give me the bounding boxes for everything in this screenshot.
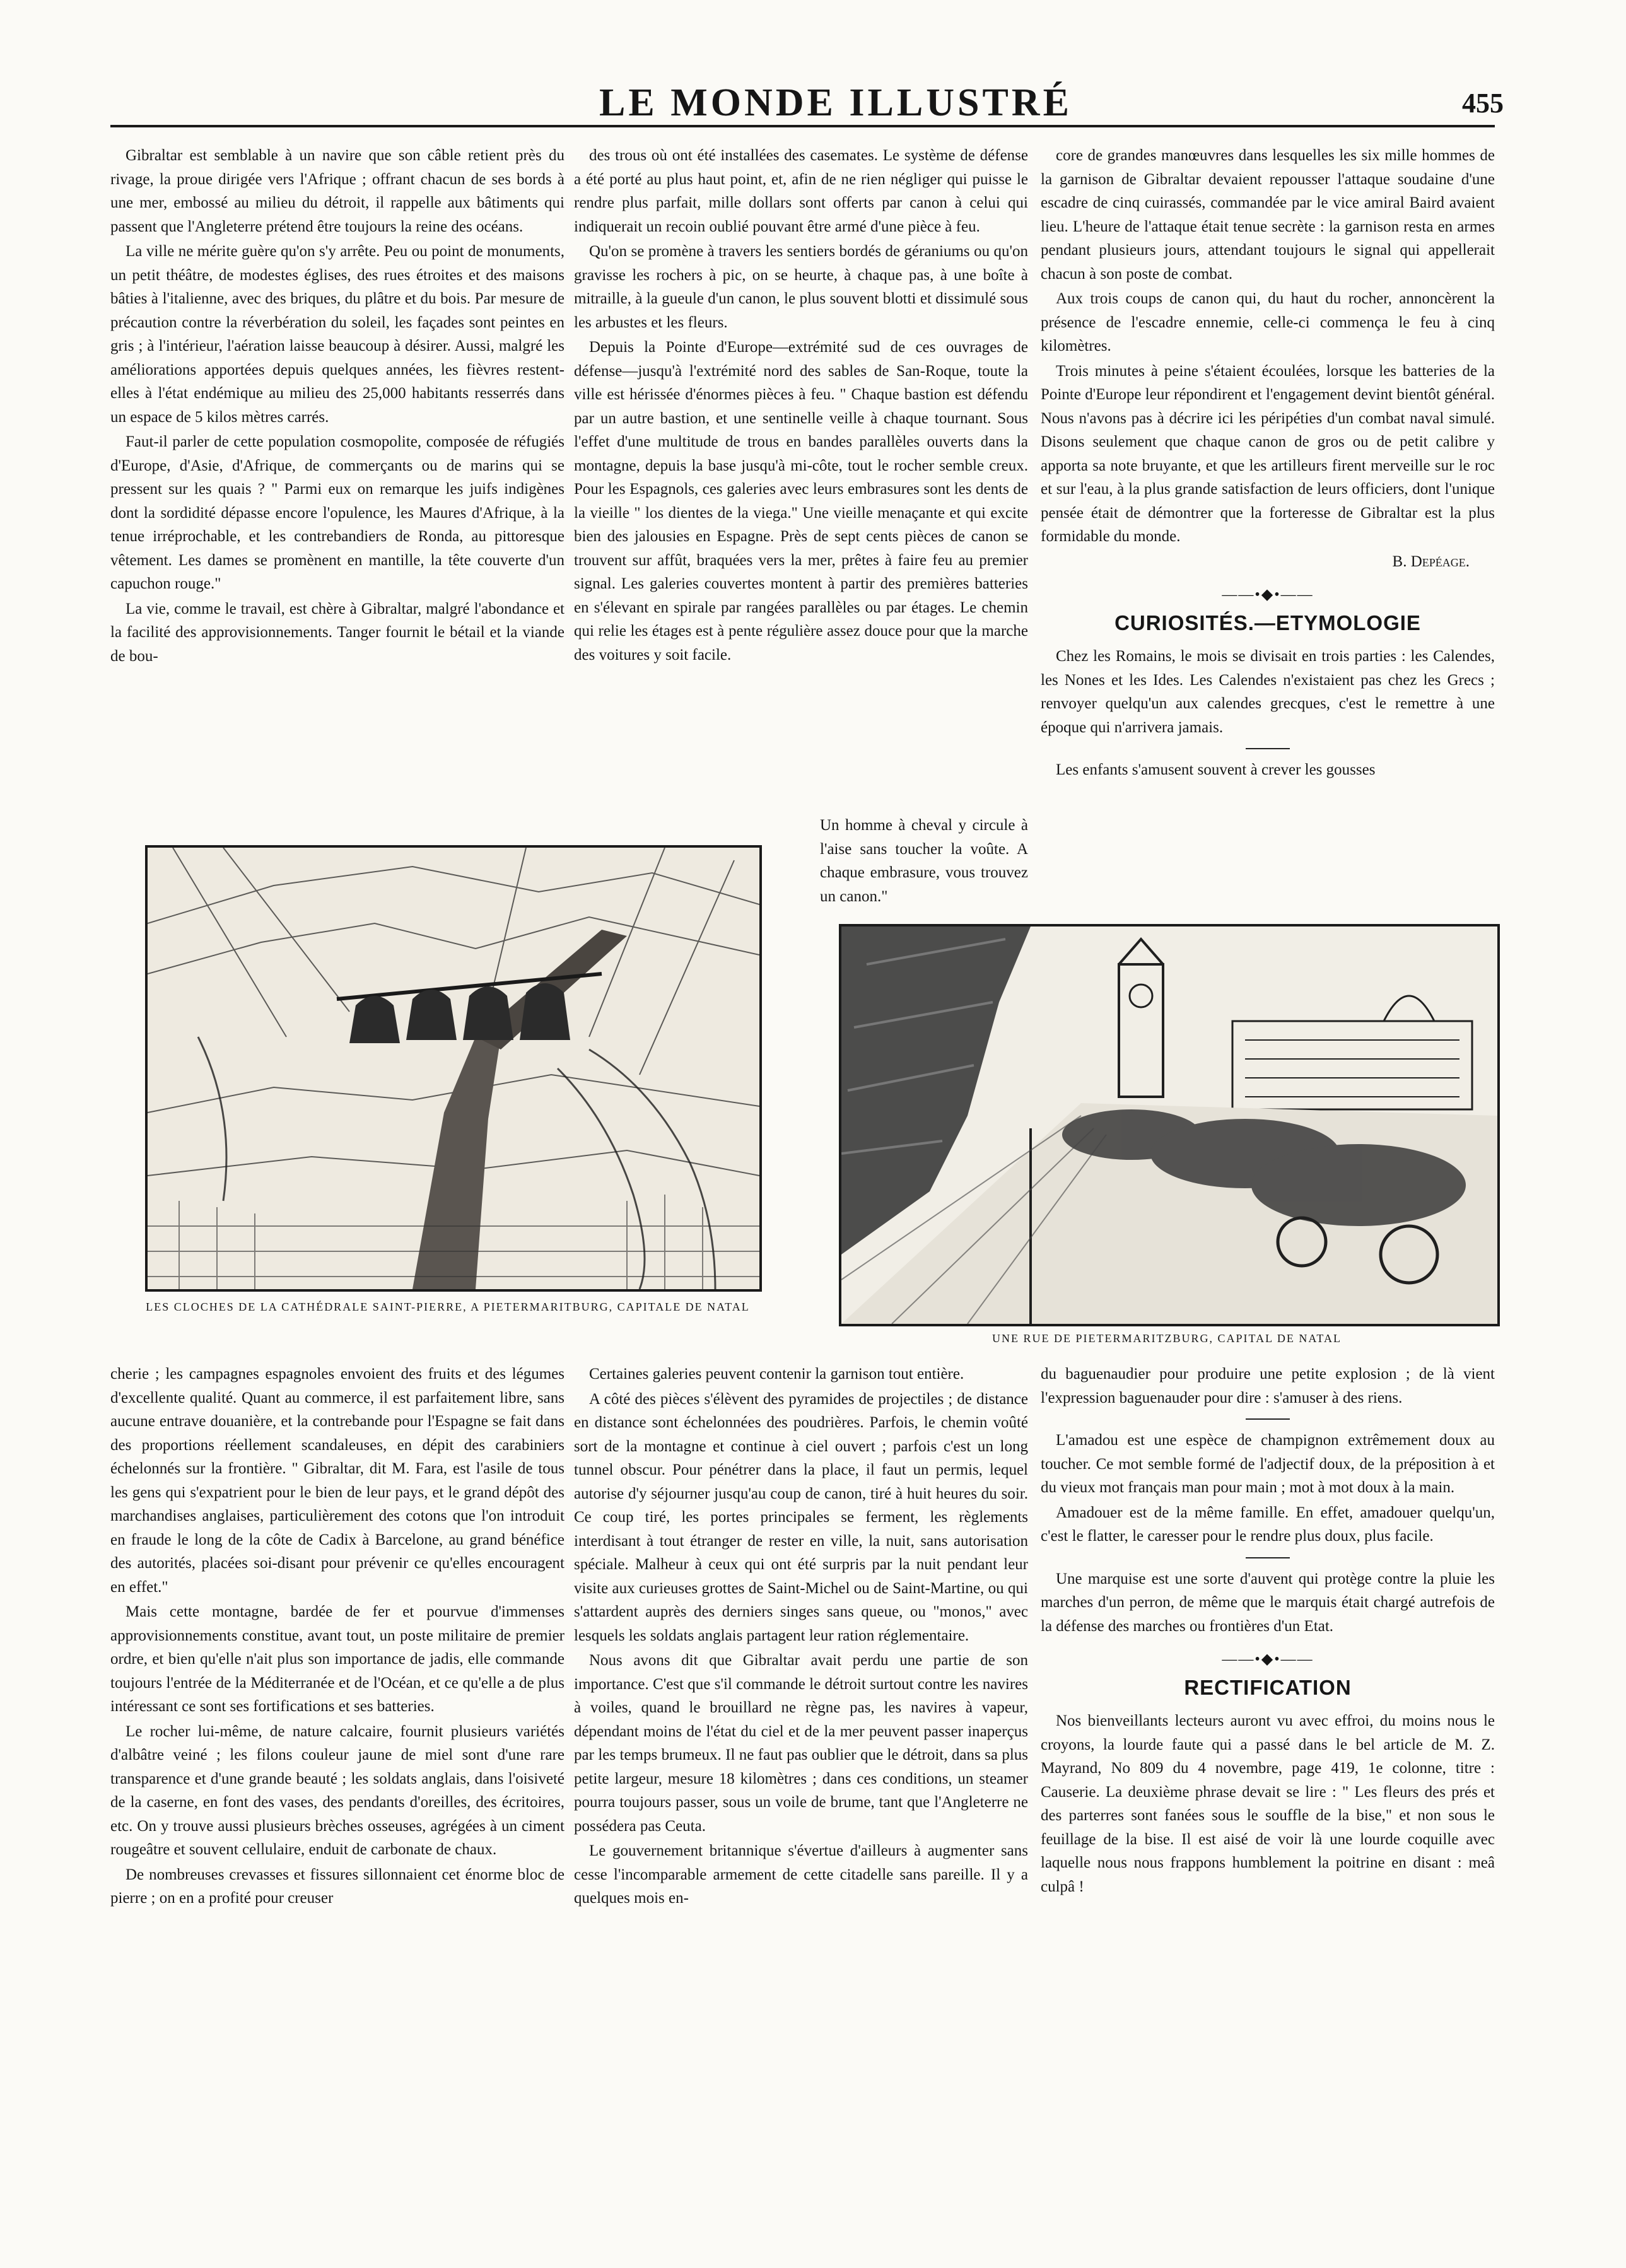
journal-title: LE MONDE ILLUSTRÉ <box>599 81 1072 124</box>
paragraph: Qu'on se promène à travers les sentiers bordés de géraniums ou qu'on gravisse les rochers à pic, on se heurte, à chaque pas, à une boîte à mitraille, à la gueule d'un canon, le plus souvent blotti et dissimulé sous les arbustes et les fleurs. <box>574 243 1028 331</box>
paragraph: Nos bienveillants lecteurs auront vu avec effroi, du moins nous le croyons, la lourde faute qui a passé dans le bel article de M. Z. Mayrand, No 809 du 4 novembre, page 419, 1e colonne, titre : Causerie. La deuxième phrase devait se lire : " Les fleurs des prés et des parterres sont fanées sous le souffle de la bise," et non sous le feuillage de la bise. Il est aisé de voir là une lourde coquille avec laquelle nous nous frappons humblement la poitrine en disant : meâ culpâ ! <box>1041 1712 1495 1895</box>
short-rule <box>1246 1557 1290 1558</box>
page-number: 455 <box>1462 88 1504 119</box>
paragraph: Certaines galeries peuvent contenir la garnison tout entière. <box>589 1365 964 1382</box>
paragraph: De nombreuses crevasses et fissures sillonnaient cet énorme bloc de pierre ; on en a profité pour creuser <box>110 1866 564 1907</box>
bottom-column-2 <box>574 1362 1028 2157</box>
paragraph: Nous avons dit que Gibraltar avait perdu une partie de son importance. C'est que s'il commande le détroit surtout contre les navires à voiles, quand le brouillard ne règne pas, les navires à vapeur, dépendant moins de l'état du ciel et de la mer peuvent passer inaperçus par les temps brumeux. Il ne faut pas oublier que le détroit, dans sa plus petite largeur, mesure 18 kilomètres ; dans ces conditions, un steamer pourra toujours passer, sous un voile de brume, tant que l'Angleterre ne possédera pas Ceuta. <box>574 1652 1028 1835</box>
bottom-column-3 <box>1041 1362 1495 2157</box>
paragraph: Le rocher lui-même, de nature calcaire, fournit plusieurs variétés d'albâtre veiné ; les filons couleur jaune de miel sont d'une rare transparence et d'une grande beauté ; les soldats anglais, dans l'oisiveté de la caserne, en font des vases, des pendants d'oreilles, des écritoires, etc. On y trouve aussi plusieurs brèches osseuses, agrégées à un ciment rougeâtre et souvent cellulaire, enduit de carbonate de chaux. <box>110 1722 564 1858</box>
paragraph: Chez les Romains, le mois se divisait en trois parties : les Calendes, les Nones et les Ides. Les Calendes n'existaient pas chez les Grecs ; renvoyer quelqu'un aux calendes grecques, c'est le remettre à une époque qui n'arrivera jamais. <box>1041 648 1495 736</box>
caption-street: UNE RUE DE PIETERMARITZBURG, CAPITAL DE NATAL <box>992 1332 1342 1345</box>
paragraph: Aux trois coups de canon qui, du haut du rocher, annoncèrent la présence de l'escadre ennemie, celle-ci commença le feu à cinq kilomètres. <box>1041 290 1495 354</box>
header-rule <box>110 125 1495 127</box>
ornament-divider: ——•◆•—— <box>1222 1651 1314 1668</box>
paragraph: des trous où ont été installées des casemates. Le système de défense a été porté au plus haut point, et, afin de ne rien négliger qui puisse le rendre plus parfait, mille dollars sont offerts par canon à celui qui indiquerait un recoin oublié pouvant être armé d'une pièce à feu. <box>574 147 1028 235</box>
paragraph: L'amadou est une espèce de champignon extrêmement doux au toucher. Ce mot semble formé de l'adjectif doux, de la préposition à et du vieux mot français man pour main ; mot à mot doux à la main. <box>1041 1432 1495 1496</box>
top-column-2 <box>574 144 1028 812</box>
illustration-cathedral-bells <box>145 845 762 1292</box>
ornament-divider: ——•◆•—— <box>1222 587 1314 603</box>
bells-drawing <box>148 848 759 1289</box>
section-heading-rectification: RECTIFICATION <box>1184 1675 1352 1699</box>
short-rule <box>1246 748 1290 749</box>
paragraph: Depuis la Pointe d'Europe—extrémité sud de ces ouvrages de défense—jusqu'à l'extrémité nord des sables de San-Roque, toute la ville est hérissée d'énormes pièces à feu. " Chaque bastion est défendu par un autre bastion, et une sentinelle veille à chaque tournant. Sous l'effet d'une multitude de trous en bandes parallèles ouverts dans la montagne, depuis la base jusqu'à mi-côte, tout le rocher semble creux. Pour les Espagnols, ces galeries avec leurs embrasures sont les dents de la vieille " los dientes de la viega." Une vieille menaçante et qui excite bien des jalousies en Espagne. Près de sept cents pièces de canon se trouvent sur affût, braquées vers la mer, prêtes à faire feu au premier signal. Les galeries couvertes montent à partir des premières batteries en s'élevant en spirale par rangées parallèles ou par étages. Le chemin qui relie les étages est à pente régulière assez douce pour que la marche des voitures y soit facile. <box>574 339 1028 663</box>
top-column-1 <box>110 144 564 825</box>
top-column-3 <box>1041 144 1495 901</box>
paragraph: Amadouer est de la même famille. En effet, amadouer quelqu'un, c'est le flatter, le caresser pour le rendre plus doux, plus facile. <box>1041 1504 1495 1545</box>
paragraph: Le gouvernement britannique s'évertue d'ailleurs à augmenter sans cesse l'incomparable armement de cette citadelle sans pareille. Il y a quelques mois en- <box>574 1842 1028 1907</box>
paragraph: Une marquise est une sorte d'auvent qui protège contre la pluie les marches d'un perron, de même que le marquis était chargé autrefois de la défense des marches ou frontières d'un Etat. <box>1041 1570 1495 1635</box>
street-drawing <box>841 926 1497 1324</box>
paragraph: cherie ; les campagnes espagnoles envoient des fruits et des légumes d'excellente qualité. Quant au commerce, il est parfaitement libre, sans aucune entrave douanière, et la contrebande pour l'Espagne se fait dans des proportions réellement scandaleuses, en dépit des carabiniers échelonnés sur la frontière. " Gibraltar, dit M. Fara, est l'asile de tous les gens qui s'expatrient pour le bien de leur pays, et le grand dépôt des marchandises anglaises, particulièrement des cotons que l'on introduit en fraude le long de la côte de Cadix à Barcelone, au grand bénéfice des autorités, placées soi-disant pour prévenir ce qu'elles encouragent en effet." <box>110 1365 564 1596</box>
paragraph: Faut-il parler de cette population cosmopolite, composée de réfugiés d'Europe, d'Asie, d'Afrique, de commerçants ou de marins qui se pressent sur les quais ? " Parmi eux on remarque les juifs indigènes dont la sordidité dépasse encore l'opulence, les Maures d'Afrique, à la tenue irréprochable, et les contrebandiers de Ronda, au pittoresque vêtement. Les dames se promènent en mantille, la tête couverte d'un capuchon rouge." <box>110 433 564 592</box>
paragraph: La ville ne mérite guère qu'on s'y arrête. Peu ou point de monuments, un petit théâtre, de modestes églises, des rues étroites et des maisons bâties à l'italienne, avec des briques, du plâtre et du bois. Par mesure de précaution contre la réverbération du soleil, les façades sont peintes en gris ; à l'intérieur, l'aération laisse beaucoup à désirer. Aussi, malgré les améliorations apportées depuis quelques années, les fièvres restent-elles à l'état endémique au milieu des 25,000 habitants resserrés dans un espace de 5 kilos mètres carrés. <box>110 243 564 426</box>
bottom-column-1 <box>110 1362 564 2157</box>
paragraph: Les enfants s'amusent souvent à crever les gousses <box>1056 761 1376 778</box>
top-column-2-tail: Un homme à cheval y circule à l'aise sans toucher la voûte. A chaque embrasure, vous trouvez un canon." <box>820 817 1028 905</box>
caption-cathedral-bells: LES CLOCHES DE LA CATHÉDRALE SAINT-PIERRE, A PIETERMARITBURG, CAPITALE DE NATAL <box>146 1301 750 1313</box>
paragraph: La vie, comme le travail, est chère à Gibraltar, malgré l'abondance et la facilité des approvisionnements. Tanger fournit le bétail et la viande de bou- <box>110 600 564 665</box>
paragraph: core de grandes manœuvres dans lesquelles les six mille hommes de la garnison de Gibraltar devaient repousser l'attaque soudaine d'une escadre de cinq cuirassés, commandée par le vice amiral Baird avaient lieu. L'heure de l'attaque était tenue secrète : la garnison resta en armes pendant plusieurs jours, attendant toujours le signal qui appellerait chacun à son poste de combat. <box>1041 147 1495 283</box>
paragraph: Gibraltar est semblable à un navire que son câble retient près du rivage, la proue dirigée vers l'Afrique ; offrant chacun de ses bords à une mer, embossé au milieu du détroit, il rappelle aux bâtiments qui passent que l'Angleterre prétend être toujours la reine des océans. <box>110 147 564 235</box>
paragraph: Trois minutes à peine s'étaient écoulées, lorsque les batteries de la Pointe d'Europe leur répondirent et l'engagement devint bientôt général. Nous n'avons pas à décrire ici les péripéties d'un combat naval simulé. Disons seulement que chaque canon de gros ou de petit calibre y apporta sa note bruyante, et que les artilleurs firent merveille sur le roc et sur l'eau, à la plus grande satisfaction de leurs officiers, dont l'unique pensée était de démontrer que la forteresse de Gibraltar est la plus formidable du monde. <box>1041 362 1495 545</box>
short-rule <box>1246 1418 1290 1420</box>
illustration-street <box>839 924 1500 1326</box>
author-signature: B. Depéage. <box>1392 552 1470 570</box>
paragraph: Mais cette montagne, bardée de fer et pourvue d'immenses approvisionnements constitue, avant tout, un poste militaire de premier ordre, et bien qu'elle n'ait plus son importance de jadis, elle commande toujours l'entrée de la Méditerranée et de l'Océan, et ce qu'elle a de plus intéressant ce sont ses fortifications et ses batteries. <box>110 1603 564 1715</box>
section-heading-curiosites: CURIOSITÉS.—ETYMOLOGIE <box>1114 611 1421 634</box>
paragraph: du baguenaudier pour produire une petite explosion ; de là vient l'expression baguenauder pour dire : s'amuser à des riens. <box>1041 1365 1495 1406</box>
paragraph: A côté des pièces s'élèvent des pyramides de projectiles ; de distance en distance sont échelonnées des poudrières. Parfois, le chemin voûté sort de la montagne et continue à ciel ouvert ; parfois c'est un long tunnel obscur. Pour pénétrer dans la place, il faut un permis, lequel autorise d'y séjourner jusqu'au coup de canon, tiré à huit heures du soir. Ce coup tiré, les portes principales se ferment, les règlements interdisant à tout étranger de rester en ville, la nuit, sans autorisation spéciale. Malheur à ceux qui ont été surpris par la nuit pendant leur visite aux curieuses grottes de Saint-Michel ou de Saint-Martine, ou qui s'attardent auprès des derniers singes sans queue, ou "monos," avec lesquels les soldats anglais partagent leur ration réglementaire. <box>574 1390 1028 1644</box>
